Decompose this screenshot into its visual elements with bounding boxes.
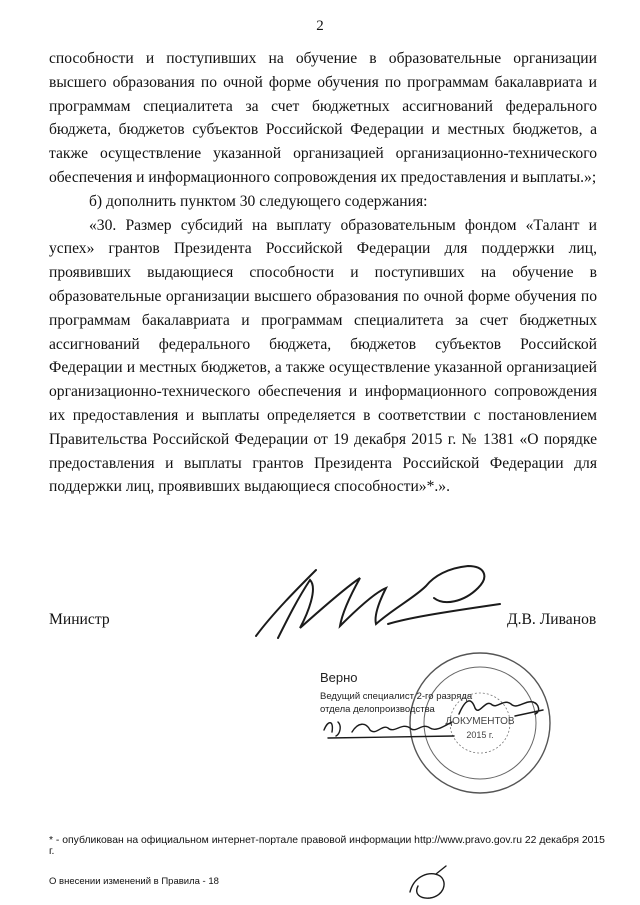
certifier-position-line1: Ведущий специалист 2-го разряда	[320, 691, 473, 702]
paragraph-continuation: способности и поступивших на обучение в образовательные организации высшего образования по очной форме обучения по программам бакалавриата и программам специалитета за счет бюджетных ассигнований федерального бюджета, бюджетов субъектов Российской Федерации и местных бюджетов, а также осуществление указанной организацией организационно-технического обеспечения и информационного сопровождения их предоставления и выплаты.»;	[49, 50, 597, 186]
minister-name: Д.В. Ливанов	[507, 611, 597, 628]
footnote: * - опубликован на официальном интернет-портале правовой информации http://www.pravo.gov.ru 22 декабря 2015 г.	[49, 835, 605, 857]
stamp-text: ДОКУМЕНТОВ	[445, 716, 515, 727]
paragraph-amendment-b: б) дополнить пунктом 30 следующего содержания:	[89, 192, 428, 210]
document-footer: О внесении изменений в Правила - 18	[49, 876, 219, 887]
minister-title: Министр	[49, 611, 110, 628]
certifier-signature	[455, 690, 547, 720]
certified-label: Верно	[320, 670, 358, 685]
stamp-year: 2015 г.	[466, 730, 494, 740]
handwritten-date	[318, 714, 458, 740]
certifier-position-line2: отдела делопроизводства	[320, 704, 435, 715]
certification-block	[320, 670, 472, 716]
paragraph-item-30: «30. Размер субсидий на выплату образовательным фондом «Талант и успех» грантов Президента Российской Федерации для поддержки лиц, проявивших выдающиеся способности и поступивших на обучение в образовательные организации высшего образования по очной форме обучения по программам бакалавриата и программам специалитета за счет бюджетных ассигнований федерального бюджета, бюджетов субъектов Российской Федерации и местных бюджетов, а также осуществление указанной организацией организационно-технического обеспечения и информационного сопровождения их предоставления и выплаты определяется в соответствии с постановлением Правительства Российской Федерации от 19 декабря 2015 г. № 1381 «О порядке предоставления и выплаты грантов Президента Российской Федерации для поддержки лиц, проявивших выдающиеся способности»*.».	[49, 216, 597, 496]
initials-mark	[400, 862, 460, 902]
page-number: 2	[316, 18, 324, 34]
document-body	[49, 47, 597, 499]
minister-signature	[238, 558, 508, 648]
